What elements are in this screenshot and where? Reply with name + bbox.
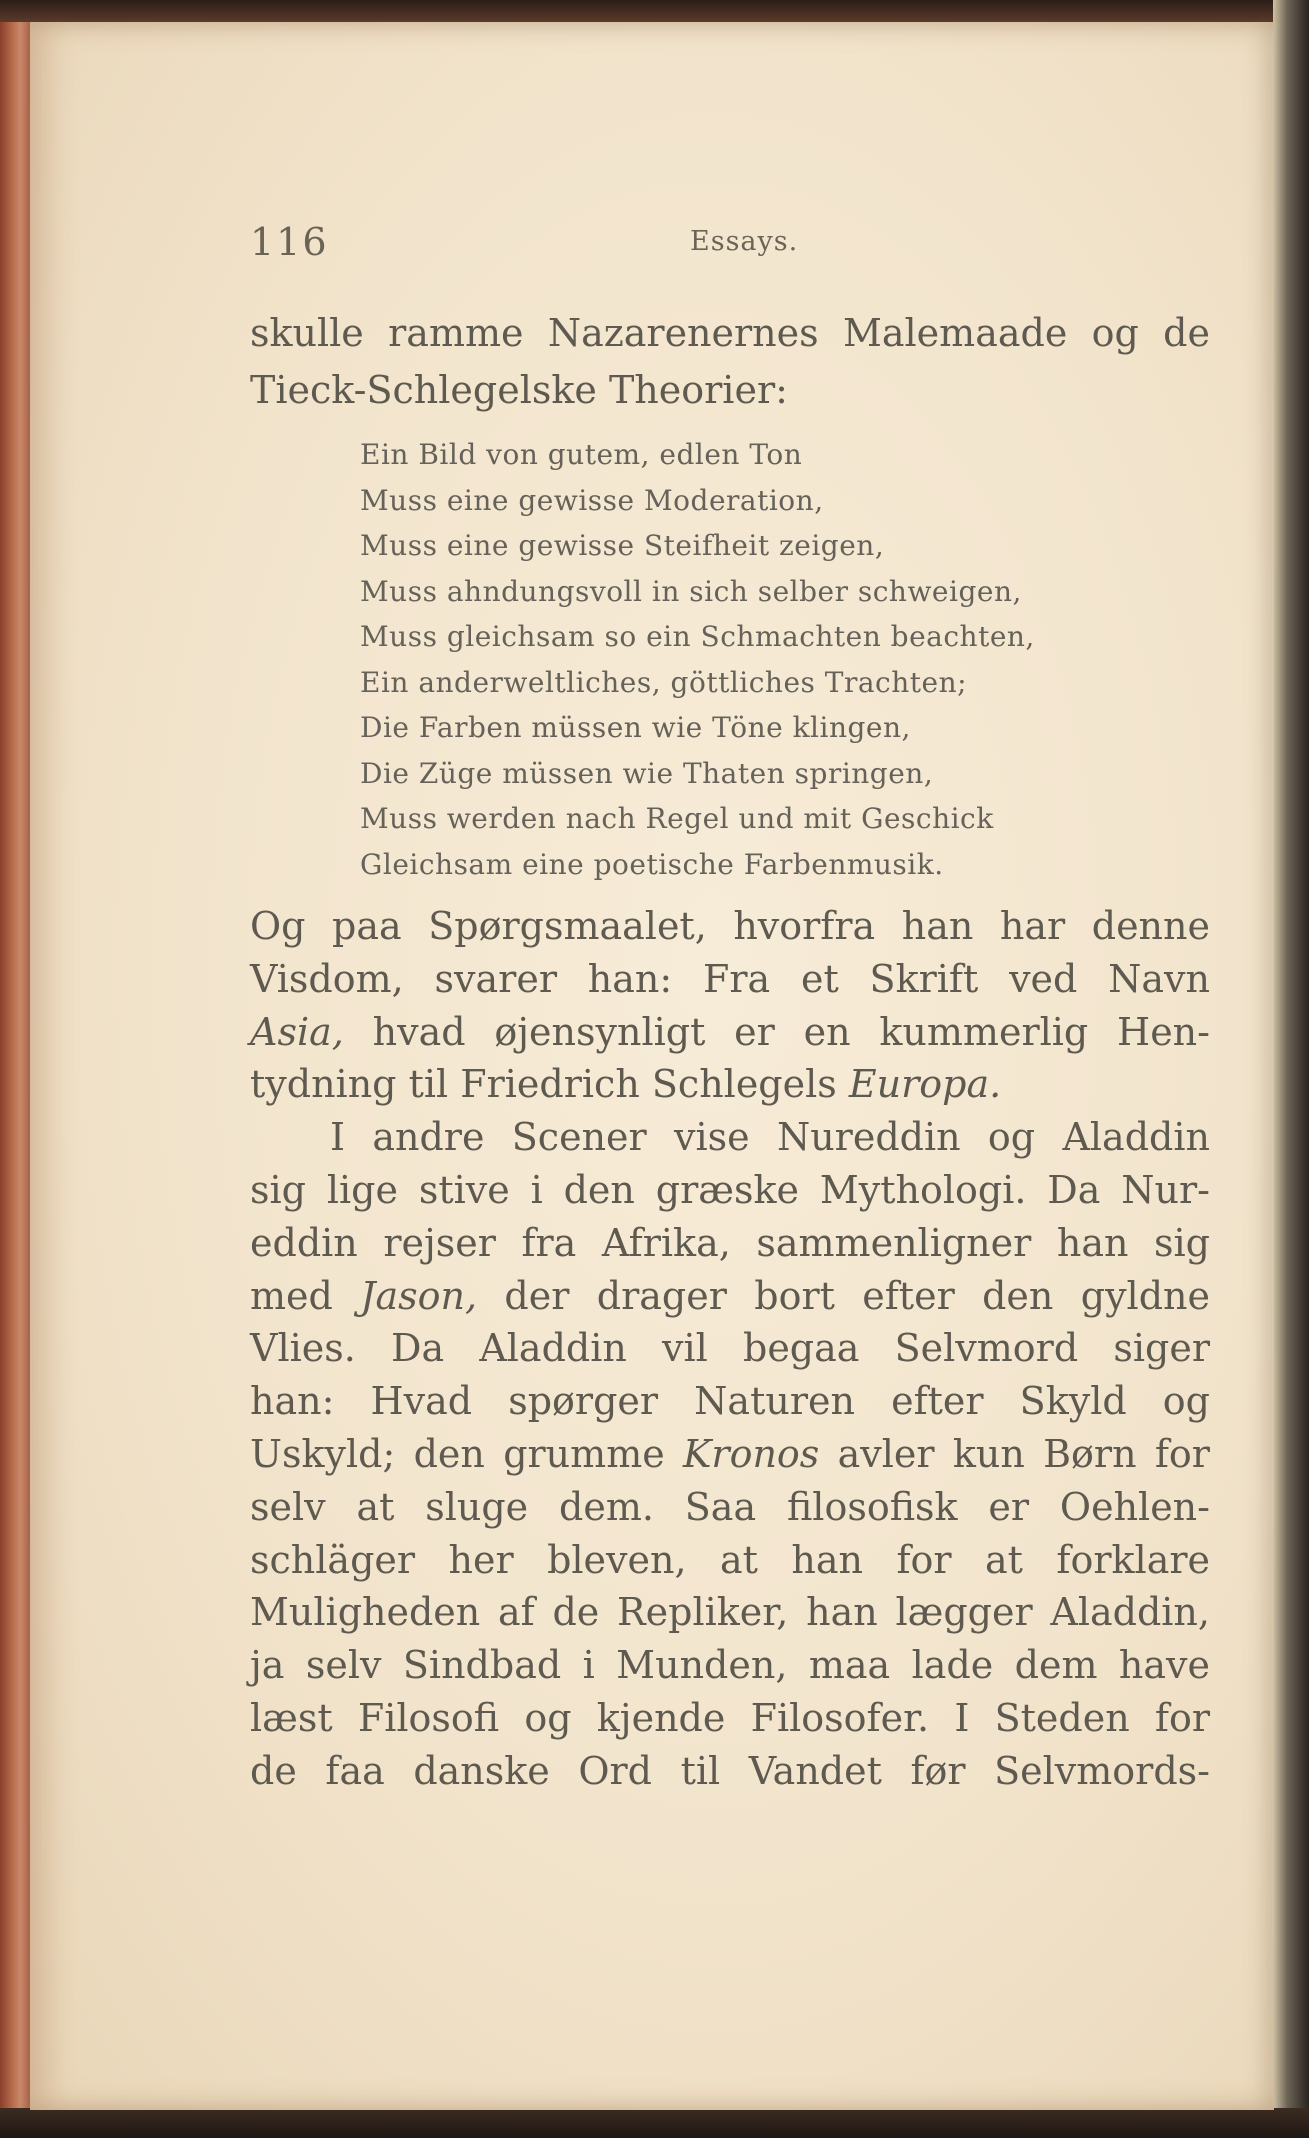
book-bottom-edge: [0, 2108, 1309, 2138]
body-paragraphs: [250, 900, 1210, 1798]
italic-title: Europa.: [848, 1062, 1002, 1107]
intro-paragraph: [250, 305, 1210, 419]
italic-title: Asia,: [250, 1009, 344, 1054]
text-segment: tydning til Friedrich Schlegels: [250, 1062, 849, 1107]
text-segment: Uskyld; den grumme: [250, 1431, 684, 1476]
text-line: ja selv Sindbad i Munden, maa lade dem have: [250, 1643, 1210, 1688]
verse-line: Muss ahndungsvoll in sich selber schweigen,: [360, 574, 1022, 608]
text-segment: avler kun Børn for: [819, 1431, 1210, 1476]
text-line: selv at sluge dem. Saa filosofisk er Oehlen-: [250, 1484, 1210, 1529]
text-line: Muligheden af de Repliker, han lægger Aladdin,: [250, 1590, 1210, 1635]
text-line: Visdom, svarer han: Fra et Skrift ved Navn: [250, 956, 1210, 1001]
book-top-edge: [0, 0, 1309, 22]
text-line: de faa danske Ord til Vandet før Selvmords-: [250, 1748, 1210, 1793]
verse-line: Muss werden nach Regel und mit Geschick: [360, 802, 994, 835]
text-line: [250, 1428, 1210, 1481]
text-segment: med: [250, 1273, 361, 1318]
text-line: sig lige stive i den græske Mythologi. Da Nur-: [250, 1167, 1210, 1212]
text-line: [250, 1270, 1210, 1323]
page-header: [250, 220, 1210, 264]
text-line: eddin rejser fra Afrika, sammenligner han sig: [250, 1220, 1210, 1265]
text-segment: hvad øjensynligt er en kummerlig Hen-: [343, 1009, 1210, 1054]
text-line: schläger her bleven, at han for at forklare: [250, 1537, 1210, 1582]
verse-line: Muss eine gewisse Steifheit zeigen,: [360, 529, 885, 562]
text-line: skulle ramme Nazarenernes Malemaade og de: [250, 311, 1210, 355]
book-spine-edge: [0, 0, 34, 2138]
verse-line: Ein anderweltliches, göttliches Trachten;: [360, 665, 968, 699]
text-line: Vlies. Da Aladdin vil begaa Selvmord siger: [250, 1326, 1210, 1371]
verse-line: Ein Bild von gutem, edlen Ton: [360, 438, 803, 471]
page-stack-edge: [1273, 0, 1309, 2138]
verse-line: Die Farben müssen wie Töne klingen,: [360, 711, 911, 744]
page-number: 116: [250, 220, 329, 264]
running-title: Essays.: [690, 226, 799, 257]
text-line: [250, 1058, 1210, 1111]
verse-line: Muss eine gewisse Moderation,: [360, 483, 824, 517]
text-line: Og paa Spørgsmaalet, hvorfra han har denne: [250, 904, 1210, 948]
italic-name: Kronos: [683, 1431, 820, 1476]
verse-line: Gleichsam eine poetische Farbenmusik.: [360, 847, 944, 881]
text-segment: der drager bort efter den gyldne: [477, 1273, 1210, 1318]
text-line: I andre Scener vise Nureddin og Aladdin: [330, 1115, 1210, 1160]
text-line: [250, 1006, 1210, 1059]
verse-line: Muss gleichsam so ein Schmachten beachten,: [360, 620, 1035, 653]
verse-line: Die Züge müssen wie Thaten springen,: [360, 756, 934, 790]
text-line: Tieck-Schlegelske Theorier:: [250, 368, 788, 412]
italic-name: Jason,: [360, 1273, 478, 1318]
text-line: læst Filosofi og kjende Filosofer. I Steden for: [250, 1695, 1210, 1740]
verse-quotation: [360, 432, 1035, 887]
text-line: han: Hvad spørger Naturen efter Skyld og: [250, 1379, 1210, 1424]
